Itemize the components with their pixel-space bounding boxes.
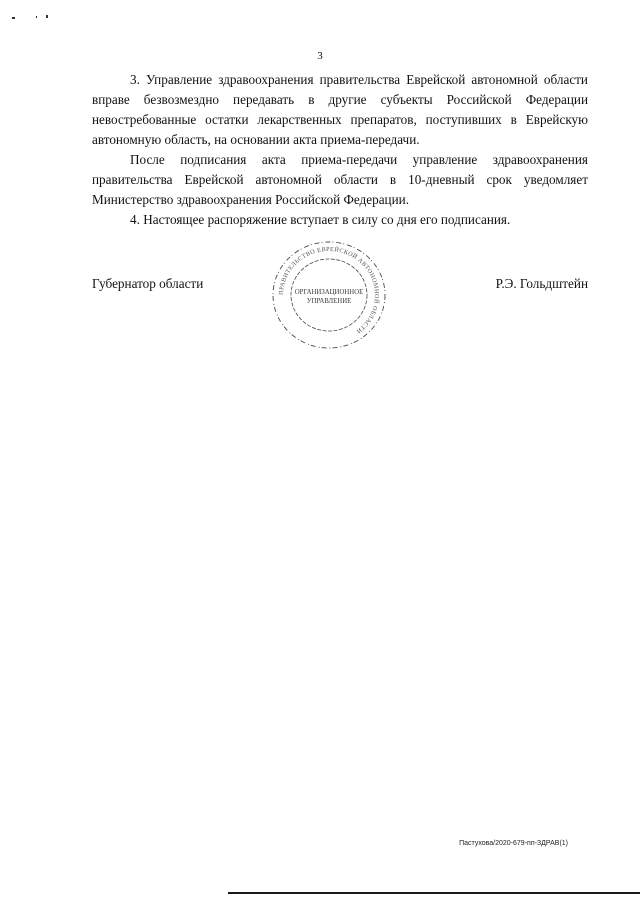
document-body: [92, 70, 588, 230]
signer-name: Р.Э. Гольдштейн: [495, 276, 588, 291]
page-number: 3: [317, 50, 323, 62]
stamp-inner-text-line1: ОРГАНИЗАЦИОННОЕ: [294, 289, 364, 296]
paragraph-3: 3. Управление здравоохранения правительства Еврейской автономной области вправе безвозмездно передавать в другие субъекты Российской Федерации невостребованные остатки лекарственных препаратов, поступивших в Еврейскую автономную область, на основании акта приема-передачи.: [92, 72, 588, 147]
signer-position: Губернатор области: [92, 276, 204, 291]
official-stamp: [266, 236, 392, 354]
paragraph-4: 4. Настоящее распоряжение вступает в силу со дня его подписания.: [130, 212, 511, 227]
stamp-ring-text: ПРАВИТЕЛЬСТВО ЕВРЕЙСКОЙ АВТОНОМНОЙ ОБЛАСТИ: [277, 245, 381, 335]
paragraph-notification: После подписания акта приема-передачи управление здравоохранения правительства Еврейской автономной области в 10-дневный срок уведомляет Министерство здравоохранения Российской Федерации.: [92, 152, 588, 207]
scan-speck: [46, 15, 48, 18]
document-code: Пастухова/2020-679-пп-ЗДРАВ(1): [459, 840, 568, 847]
scan-speck: [36, 16, 37, 18]
page-bottom-line: [228, 892, 640, 894]
stamp-inner-text-line2: УПРАВЛЕНИЕ: [306, 298, 352, 305]
scan-speck: [12, 17, 15, 19]
